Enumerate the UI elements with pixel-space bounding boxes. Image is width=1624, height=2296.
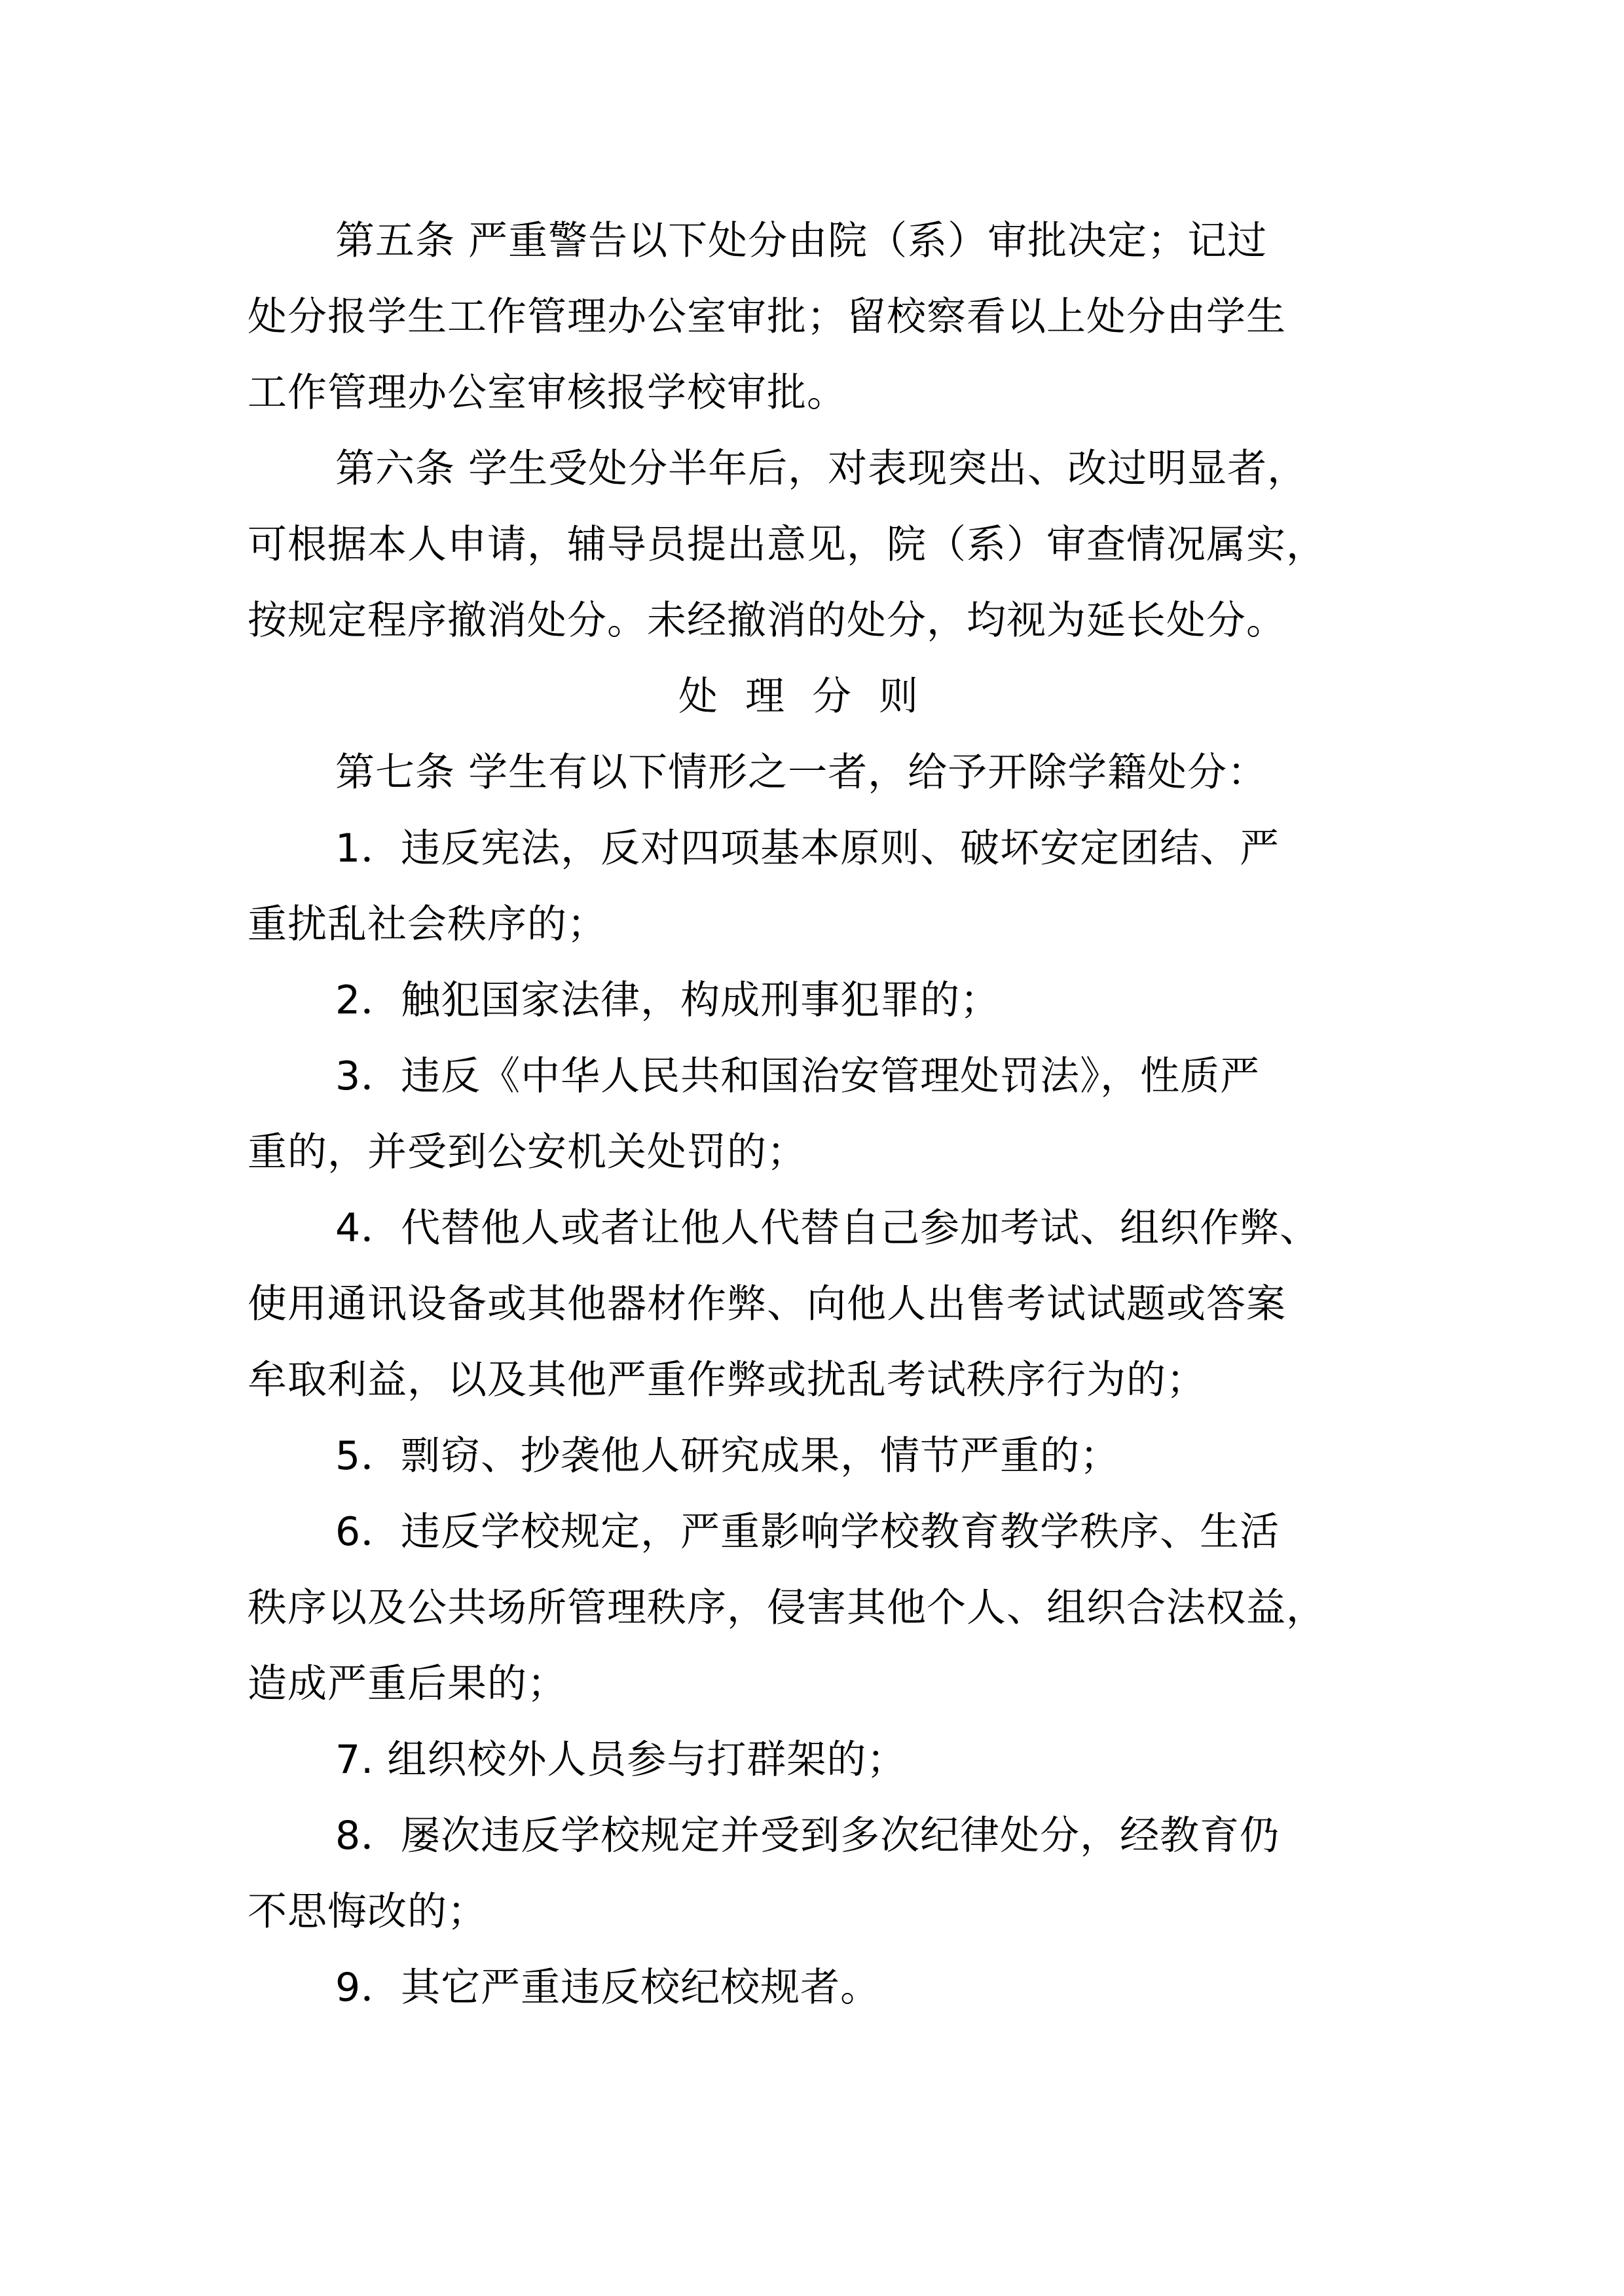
item-7-line-1: 7. 组织校外人员参与打群架的； bbox=[335, 1737, 907, 1783]
item-3-line-2: 重的，并受到公安机关处罚的； bbox=[248, 1129, 807, 1175]
article-5-line-3: 工作管理办公室审核报学校审批。 bbox=[248, 370, 847, 416]
article-6-line-3: 按规定程序撤消处分。未经撤消的处分，均视为延长处分。 bbox=[248, 598, 1286, 644]
item-6-line-3: 造成严重后果的； bbox=[248, 1661, 567, 1707]
item-8-line-2: 不思悔改的； bbox=[248, 1889, 487, 1935]
item-6-line-1: 6．违反学校规定，严重影响学校教育教学秩序、生活 bbox=[335, 1509, 1280, 1555]
item-3-line-1: 3．违反《中华人民共和国治安管理处罚法》，性质严 bbox=[335, 1053, 1261, 1099]
item-1-line-1: 1．违反宪法，反对四项基本原则、破坏安定团结、严 bbox=[335, 826, 1280, 871]
article-5-line-1: 第五条 严重警告以下处分由院（系）审批决定；记过 bbox=[335, 218, 1268, 264]
item-2-line-1: 2．触犯国家法律，构成刑事犯罪的； bbox=[335, 977, 1001, 1023]
item-8-line-1: 8．屡次违反学校规定并受到多次纪律处分，经教育仍 bbox=[335, 1813, 1280, 1859]
section-heading: 处理分则 bbox=[678, 674, 946, 720]
item-1-line-2: 重扰乱社会秩序的； bbox=[248, 902, 607, 947]
item-9-line-1: 9．其它严重违反校纪校规者。 bbox=[335, 1965, 881, 2011]
article-7-intro: 第七条 学生有以下情形之一者，给予开除学籍处分： bbox=[335, 750, 1268, 795]
article-6-line-1: 第六条 学生受处分半年后，对表现突出、改过明显者， bbox=[335, 446, 1308, 492]
article-6-line-2: 可根据本人申请，辅导员提出意见，院（系）审查情况属实， bbox=[248, 522, 1326, 568]
item-5-line-1: 5．剽窃、抄袭他人研究成果，情节严重的； bbox=[335, 1433, 1120, 1479]
item-4-line-3: 牟取利益，以及其他严重作弊或扰乱考试秩序行为的； bbox=[248, 1357, 1206, 1403]
item-6-line-2: 秩序以及公共场所管理秩序，侵害其他个人、组织合法权益， bbox=[248, 1585, 1326, 1631]
item-4-line-1: 4．代替他人或者让他人代替自己参加考试、组织作弊、 bbox=[335, 1205, 1320, 1251]
article-5-line-2: 处分报学生工作管理办公室审批；留校察看以上处分由学生 bbox=[248, 294, 1286, 340]
item-4-line-2: 使用通讯设备或其他器材作弊、向他人出售考试试题或答案 bbox=[248, 1281, 1286, 1327]
